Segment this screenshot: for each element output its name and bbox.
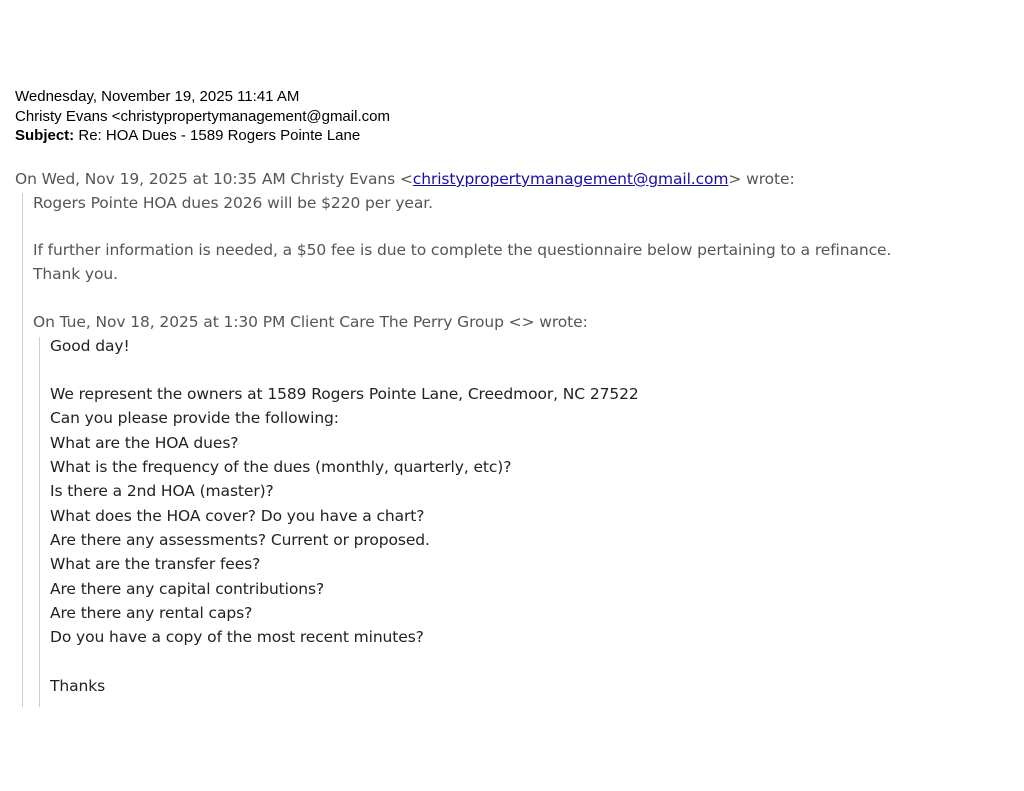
reply-intro [15, 170, 795, 188]
original-line: What does the HOA cover? Do you have a chart? [50, 507, 425, 525]
reply-body-line: Rogers Pointe HOA dues 2026 will be $220 per year. [33, 194, 433, 212]
email-sender: Christy Evans <christypropertymanagement@gmail.com [15, 107, 390, 125]
reply-intro-suffix: > wrote: [728, 170, 795, 188]
quoted-original [39, 337, 960, 707]
original-closing: Thanks [50, 677, 106, 695]
original-line: What are the HOA dues? [50, 434, 239, 452]
original-line: Do you have a copy of the most recent minutes? [50, 628, 424, 646]
original-line: We represent the owners at 1589 Rogers Pointe Lane, Creedmoor, NC 27522 [50, 385, 639, 403]
original-line: What are the transfer fees? [50, 555, 261, 573]
reply-intro-prefix: On Wed, Nov 19, 2025 at 10:35 AM Christy Evans < [15, 170, 413, 188]
original-line: What is the frequency of the dues (monthly, quarterly, etc)? [50, 458, 512, 476]
original-intro: On Tue, Nov 18, 2025 at 1:30 PM Client Care The Perry Group <> wrote: [33, 313, 588, 331]
email-date: Wednesday, November 19, 2025 11:41 AM [15, 88, 300, 105]
original-line: Can you please provide the following: [50, 409, 339, 427]
subject-label: Subject: [15, 127, 75, 144]
original-greeting: Good day! [50, 337, 130, 355]
sender-email-link[interactable]: christypropertymanagement@gmail.com [412, 170, 729, 188]
original-line: Is there a 2nd HOA (master)? [50, 482, 274, 500]
email-header [15, 87, 390, 146]
original-line: Are there any assessments? Current or proposed. [50, 531, 430, 549]
email-subject [15, 126, 390, 146]
quoted-reply [22, 193, 983, 707]
reply-body-line: Thank you. [33, 265, 118, 283]
original-line: Are there any capital contributions? [50, 580, 325, 598]
original-line: Are there any rental caps? [50, 604, 253, 622]
reply-body-line: If further information is needed, a $50 fee is due to complete the questionnaire below pertaining to a refinance. [33, 241, 892, 259]
subject-text: Re: HOA Dues - 1589 Rogers Pointe Lane [78, 127, 361, 144]
